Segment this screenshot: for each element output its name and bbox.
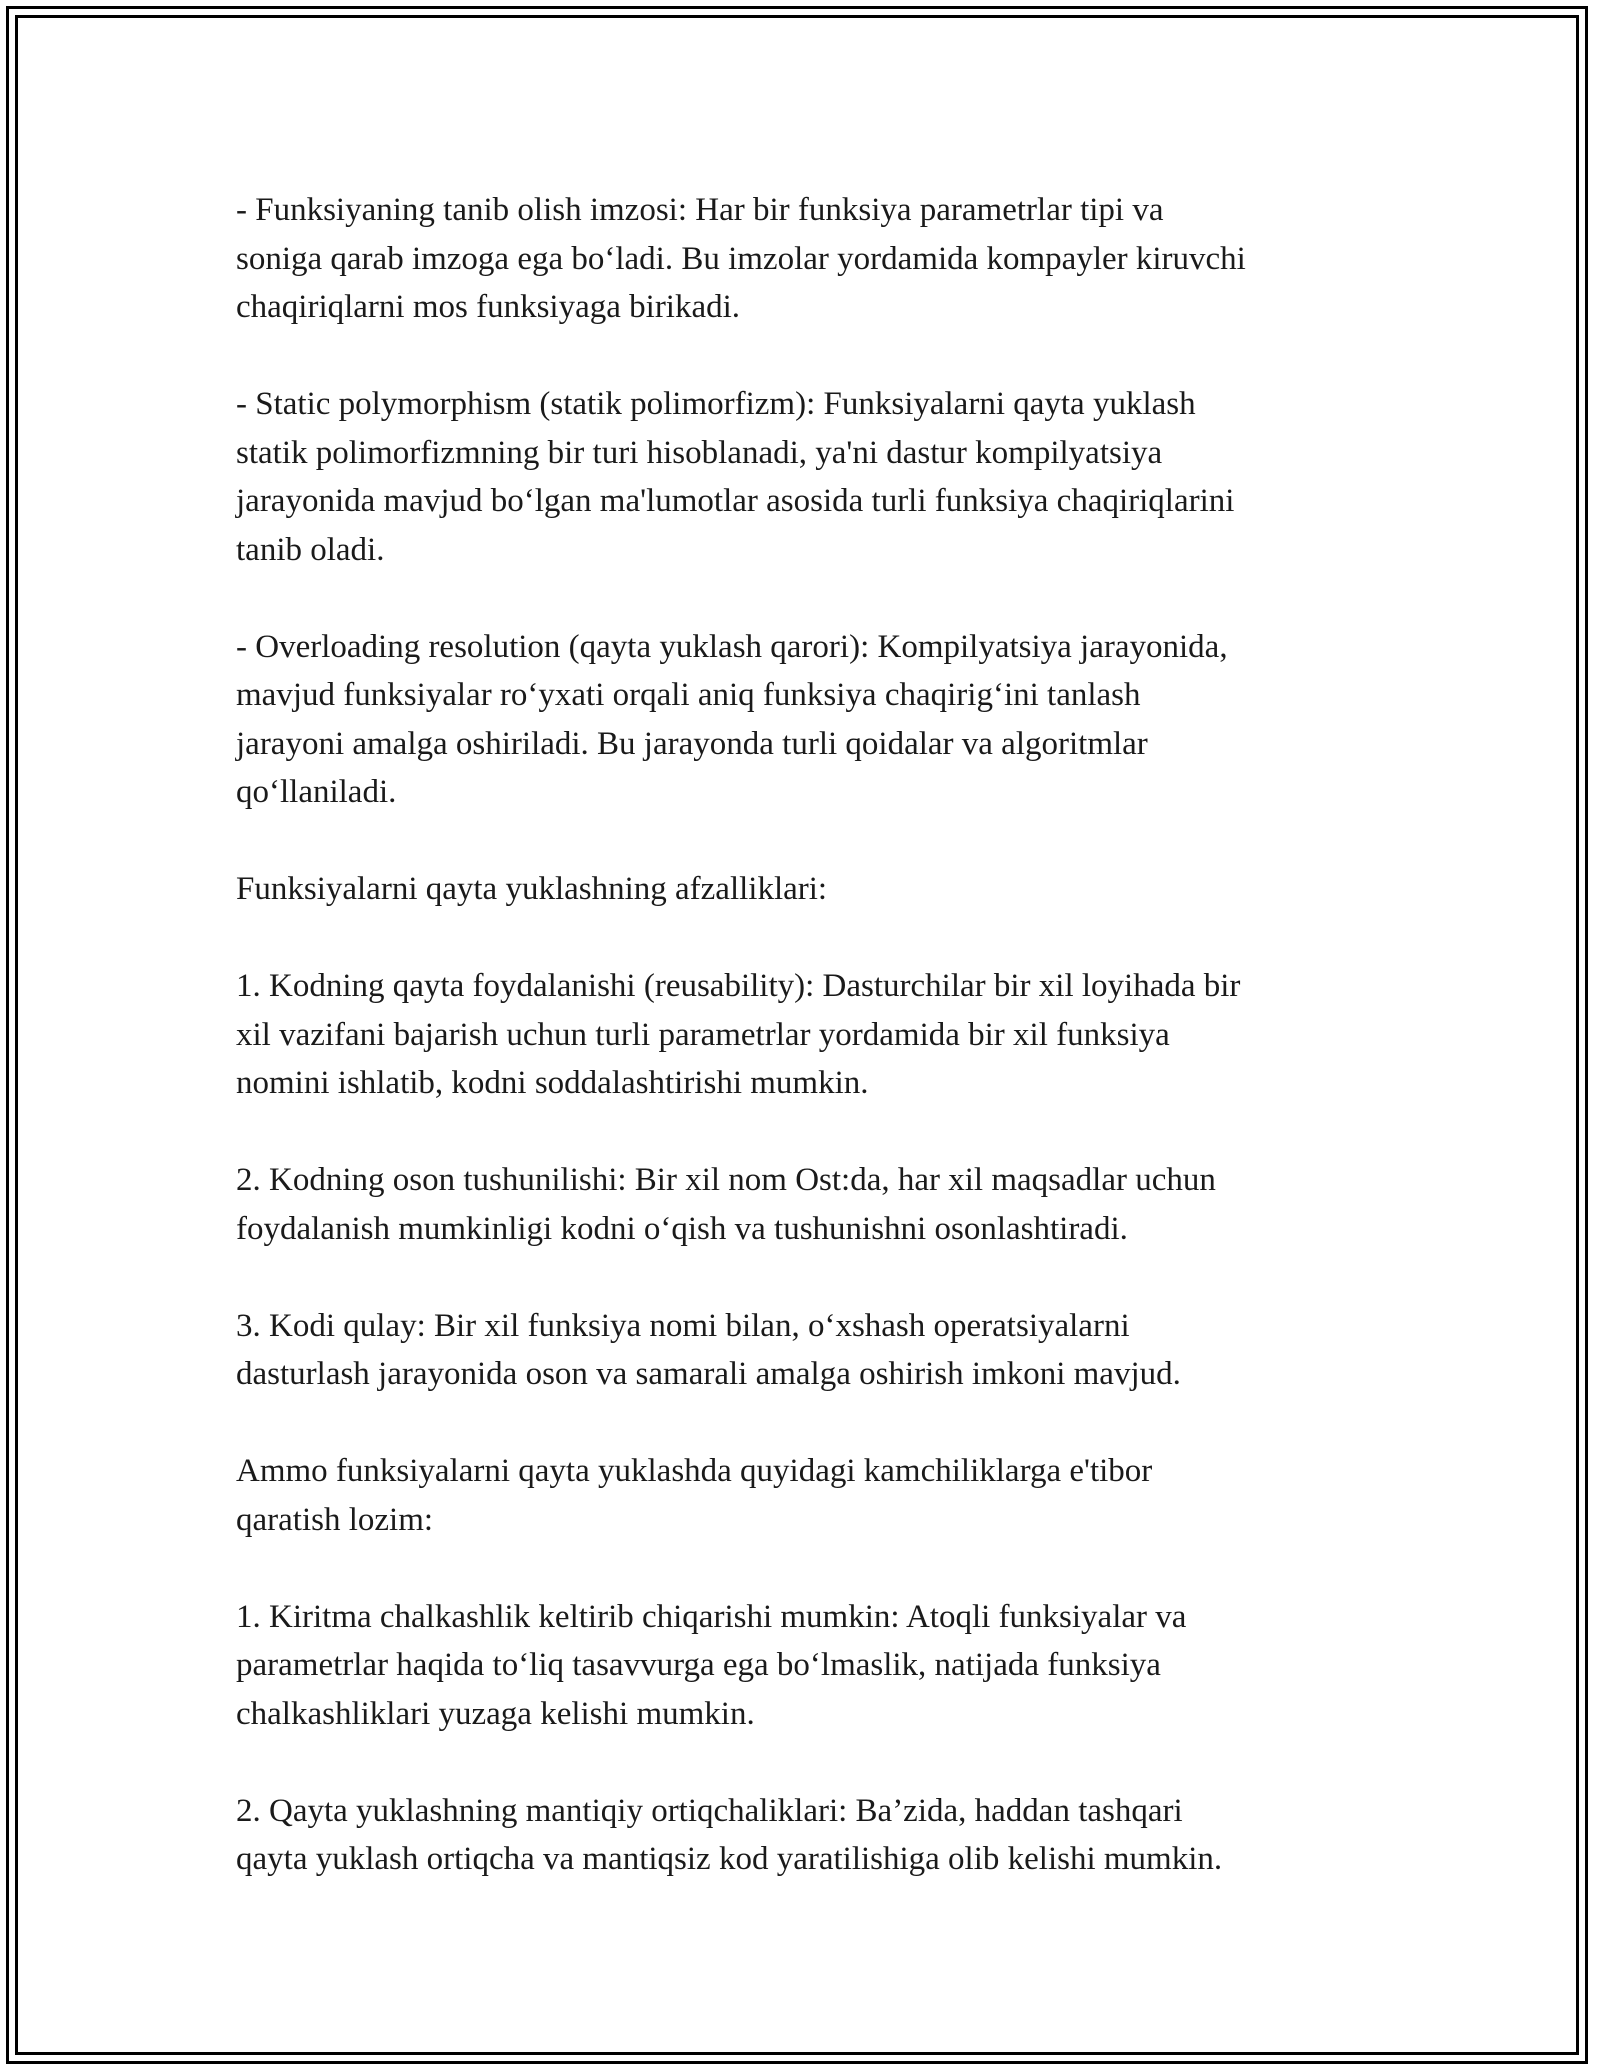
advantage-item-3: 3. Kodi qulay: Bir xil funksiya nomi bilan, o‘xshash operatsiyalarni dasturlash jarayonida oson va samarali amalga oshirish imkoni mavjud. bbox=[236, 1307, 1181, 1392]
advantage-item-2: 2. Kodning oson tushunilishi: Bir xil nom Ost:da, har xil maqsadlar uchun foydalanish mumkinligi kodni o‘qish va tushunishni osonlashtiradi. bbox=[236, 1162, 1216, 1247]
advantage-item-1: 1. Kodning qayta foydalanishi (reusability): Dasturchilar bir xil loyihada bir xil vazifani bajarish uchun turli parametrlar yordamida bir xil funksiya nomini ishlatib, kodni soddalashtirishi mumkin. bbox=[236, 968, 1241, 1101]
document-body bbox=[236, 186, 1366, 1884]
heading-advantages: Funksiyalarni qayta yuklashning afzalliklari: bbox=[236, 871, 828, 907]
paragraph-signature: - Funksiyaning tanib olish imzosi: Har bir funksiya parametrlar tipi va soniga qarab imzoga ega bo‘ladi. Bu imzolar yordamida kompayler kiruvchi chaqiriqlarni mos funksiyaga birikadi. bbox=[236, 192, 1246, 325]
paragraph-static-polymorphism: - Static polymorphism (statik polimorfizm): Funksiyalarni qayta yuklash statik polimorfizmning bir turi hisoblanadi, ya'ni dastur kompilyatsiya jarayonida mavjud bo‘lgan ma'lumotlar asosida turli funksiya chaqiriqlarini tanib oladi. bbox=[236, 386, 1235, 568]
paragraph-overloading-resolution: - Overloading resolution (qayta yuklash qarori): Kompilyatsiya jarayonida, mavjud funksiyalar ro‘yxati orqali aniq funksiya chaqirig‘ini tanlash jarayoni amalga oshiriladi. Bu jarayonda turli qoidalar va algoritmlar qo‘llaniladi. bbox=[236, 628, 1228, 810]
disadvantage-item-1: 1. Kiritma chalkashlik keltirib chiqarishi mumkin: Atoqli funksiyalar va parametrlar haqida to‘liq tasavvurga ega bo‘lmaslik, natijada funksiya chalkashliklari yuzaga kelishi mumkin. bbox=[236, 1598, 1187, 1732]
heading-disadvantages: Ammo funksiyalarni qayta yuklashda quyidagi kamchiliklarga e'tibor qaratish lozim: bbox=[236, 1453, 1153, 1538]
disadvantage-item-2: 2. Qayta yuklashning mantiqiy ortiqchaliklari: Ba’zida, haddan tashqari qayta yuklash ortiqcha va mantiqsiz kod yaratilishiga olib kelishi mumkin. bbox=[236, 1792, 1223, 1877]
